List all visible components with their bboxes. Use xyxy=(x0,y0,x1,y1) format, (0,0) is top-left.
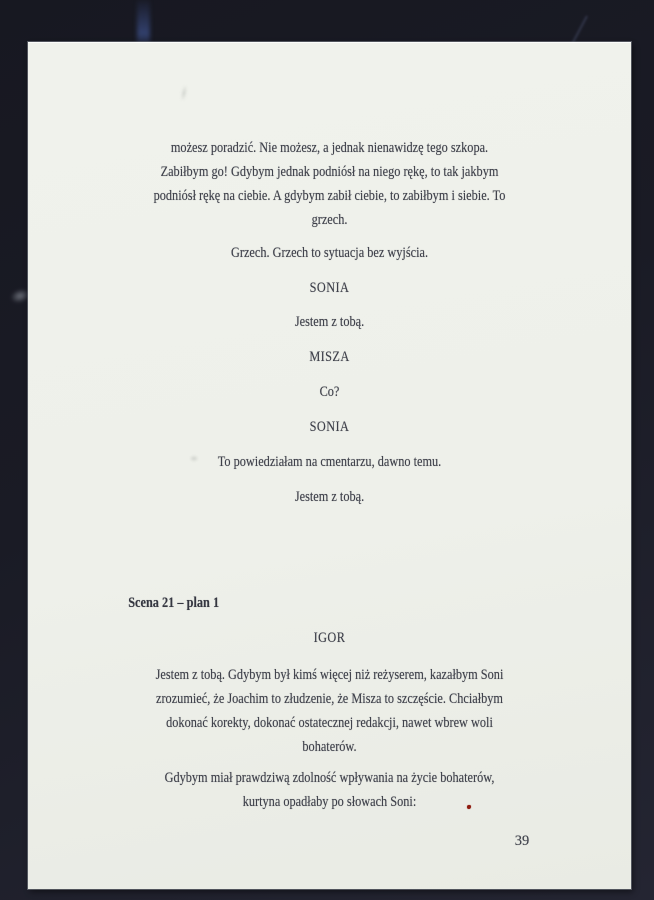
dialogue-line: Zabiłbym go! Gdybym jednak podniósł na niego rękę, to tak jakbym xyxy=(160,164,499,180)
character-name: MISZA xyxy=(309,349,350,365)
dialogue-line: To powiedziałam na cmentarzu, dawno temu. xyxy=(217,454,442,470)
character-name: SONIA xyxy=(309,419,350,435)
dialogue-line: grzech. xyxy=(311,212,348,228)
dialogue-line: dokonać korekty, dokonać ostatecznej redakcji, nawet wbrew woli xyxy=(166,715,493,731)
scene-heading: Scena 21 – plan 1 xyxy=(128,595,220,611)
dialogue-line: możesz poradzić. Nie możesz, a jednak nienawidzę tego szkopa. xyxy=(170,140,489,156)
dialogue-line: kurtyna opadłaby po słowach Soni: xyxy=(242,794,417,810)
dialogue-line: zrozumieć, że Joachim to złudzenie, że Misza to szczęście. Chciałbym xyxy=(156,691,503,707)
dialogue-line: Jestem z tobą. xyxy=(294,314,365,330)
character-name: IGOR xyxy=(313,630,346,646)
character-name: SONIA xyxy=(309,280,350,296)
dialogue-line: Co? xyxy=(319,384,340,400)
script-text-column xyxy=(82,42,576,814)
page-number: 39 xyxy=(514,833,530,849)
dialogue-line: Grzech. Grzech to sytuacja bez wyjścia. xyxy=(230,245,429,261)
light-streak xyxy=(137,0,150,48)
dialogue-line: bohaterów. xyxy=(302,739,357,755)
dialogue-line: Jestem z tobą. Gdybym był kimś więcej niż reżyserem, kazałbym Soni xyxy=(155,667,504,683)
document-page xyxy=(28,42,631,889)
dialogue-line: Jestem z tobą. xyxy=(294,489,365,505)
dialogue-line: podniósł rękę na ciebie. A gdybym zabił ciebie, to zabiłbym i siebie. To xyxy=(153,188,506,204)
dialogue-line: Gdybym miał prawdziwą zdolność wpływania na życie bohaterów, xyxy=(164,770,495,786)
